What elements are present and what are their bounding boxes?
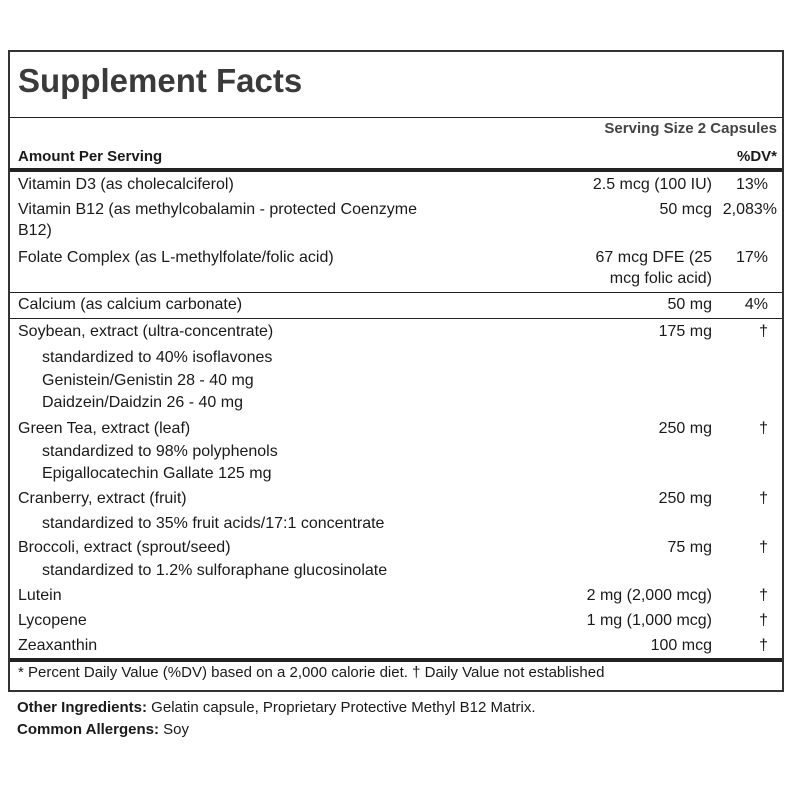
soybean-amount: 175 mg: [658, 323, 712, 340]
cranberry-amount: 250 mg: [658, 490, 712, 507]
amount-per-serving-label: Amount Per Serving: [18, 148, 163, 165]
vitamin-d3-amount: 2.5 mcg (100 IU): [592, 176, 712, 193]
divider-thick-footer: [10, 658, 782, 662]
lutein-dv: †: [759, 587, 768, 604]
common-allergens: [17, 720, 189, 740]
divider-vitamins: [10, 318, 782, 319]
divider-title: [10, 117, 782, 118]
lutein-amount: 2 mg (2,000 mcg): [586, 587, 712, 604]
zeaxanthin-amount: 100 mcg: [650, 637, 712, 654]
divider-thick-header: [10, 168, 782, 172]
other-ingredients-text: Gelatin capsule, Proprietary Protective Methyl B12 Matrix.: [147, 699, 536, 716]
allergens-label: Common Allergens:: [17, 721, 159, 738]
green-tea-name: Green Tea, extract (leaf): [18, 420, 191, 437]
dv-header: %DV*: [736, 148, 777, 165]
folate-amount-cont: mcg folic acid): [609, 270, 712, 287]
vitamin-b12-name-cont: B12): [18, 222, 52, 239]
green-tea-egcg: Epigallocatechin Gallate 125 mg: [42, 465, 272, 482]
soybean-name: Soybean, extract (ultra-concentrate): [18, 323, 274, 340]
calcium-amount: 50 mg: [667, 296, 712, 313]
vitamin-b12-amount: 50 mcg: [659, 201, 712, 218]
green-tea-amount: 250 mg: [658, 420, 712, 437]
lycopene-amount: 1 mg (1,000 mcg): [586, 612, 712, 629]
dv-footnote: * Percent Daily Value (%DV) based on a 2,000 calorie diet. † Daily Value not established: [18, 664, 605, 681]
folate-dv: 17%: [735, 249, 768, 266]
lutein-name: Lutein: [18, 587, 62, 604]
vitamin-b12-dv: 2,083%: [722, 201, 777, 218]
supplement-facts-panel: [8, 50, 784, 692]
vitamin-b12-name: Vitamin B12 (as methylcobalamin - protected Coenzyme: [18, 201, 417, 218]
vitamin-d3-dv: 13%: [735, 176, 768, 193]
other-ingredients-label: Other Ingredients:: [17, 699, 148, 716]
cranberry-dv: †: [759, 490, 768, 507]
serving-size: Serving Size 2 Capsules: [604, 120, 777, 137]
broccoli-dv: †: [759, 539, 768, 556]
lycopene-name: Lycopene: [18, 612, 87, 629]
zeaxanthin-dv: †: [759, 637, 768, 654]
soybean-standardized: standardized to 40% isoflavones: [42, 349, 273, 366]
lycopene-dv: †: [759, 612, 768, 629]
calcium-name: Calcium (as calcium carbonate): [18, 296, 243, 313]
zeaxanthin-name: Zeaxanthin: [18, 637, 98, 654]
folate-amount: 67 mcg DFE (25: [595, 249, 712, 266]
other-ingredients: [17, 698, 536, 718]
calcium-dv: 4%: [744, 296, 768, 313]
folate-name: Folate Complex (as L-methylfolate/folic acid): [18, 249, 334, 266]
vitamin-d3-name: Vitamin D3 (as cholecalciferol): [18, 176, 234, 193]
cranberry-name: Cranberry, extract (fruit): [18, 490, 187, 507]
green-tea-standardized: standardized to 98% polyphenols: [42, 443, 278, 460]
panel-title: Supplement Facts: [18, 62, 303, 99]
allergens-text: Soy: [158, 721, 189, 738]
green-tea-dv: †: [759, 420, 768, 437]
soybean-dv: †: [759, 323, 768, 340]
broccoli-name: Broccoli, extract (sprout/seed): [18, 539, 231, 556]
divider-folate: [10, 292, 782, 293]
broccoli-amount: 75 mg: [667, 539, 712, 556]
broccoli-standardized: standardized to 1.2% sulforaphane glucosinolate: [42, 562, 388, 579]
soybean-genistein: Genistein/Genistin 28 - 40 mg: [42, 372, 254, 389]
cranberry-standardized: standardized to 35% fruit acids/17:1 concentrate: [42, 515, 385, 532]
soybean-daidzein: Daidzein/Daidzin 26 - 40 mg: [42, 394, 243, 411]
